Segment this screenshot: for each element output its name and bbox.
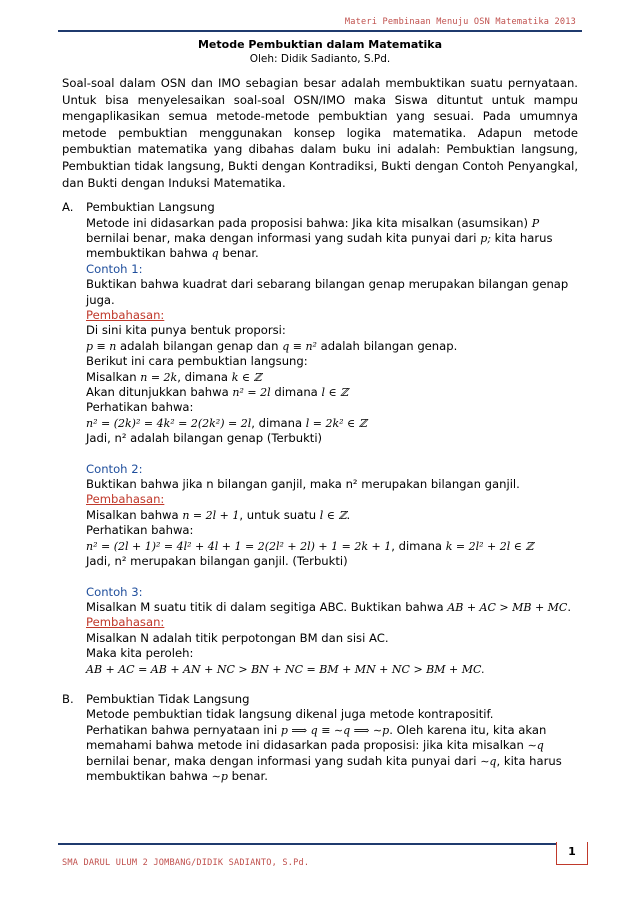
section-b-line-2: Perhatikan bahwa pernyataan ini p ⟹ q ≡ ∼q ⟹ ∼p. Oleh karena itu, kita akan: [86, 722, 547, 737]
section-b-line-5: membuktikan bahwa ∼p benar.: [86, 768, 268, 783]
example-3-line-1: Misalkan N adalah titik perpotongan BM dan sisi AC.: [86, 630, 389, 645]
section-b-body: [86, 692, 578, 784]
example-3-line-3: AB + AC = AB + AN + NC > BN + NC = BM + MN + NC > BM + MC.: [86, 662, 485, 676]
section-b-letter: B.: [62, 691, 74, 706]
example-2-line-3: n² = (2l + 1)² = 4l² + 4l + 1 = 2(2l² + 2l) + 1 = 2k + 1, dimana k = 2l² + 2l ∈ ℤ: [86, 538, 534, 553]
page-content: [62, 38, 578, 784]
section-a: [62, 200, 578, 677]
section-a-letter: A.: [62, 200, 74, 215]
example-3-problem: Misalkan M suatu titik di dalam segitiga ABC. Buktikan bahwa AB + AC > MB + MC.: [86, 599, 572, 614]
example-2-conclusion: Jadi, n² merupakan bilangan ganjil. (Terbukti): [86, 554, 348, 569]
example-2-line-2: Perhatikan bahwa:: [86, 523, 194, 538]
example-1-line-3: Berikut ini cara pembuktian langsung:: [86, 354, 308, 369]
section-a-title: Pembuktian Langsung: [86, 200, 215, 215]
section-b-title: Pembuktian Tidak Langsung: [86, 691, 250, 706]
footer-text: SMA DARUL ULUM 2 JOMBANG/DIDIK SADIANTO, S.Pd.: [62, 858, 310, 868]
spacer: [86, 447, 578, 462]
example-2-problem: Buktikan bahwa jika n bilangan ganjil, maka n² merupakan bilangan ganjil.: [86, 477, 520, 492]
document-author: Oleh: Didik Sadianto, S.Pd.: [249, 53, 391, 65]
example-3-solution-label: Pembahasan:: [86, 615, 165, 630]
section-a-desc-2: bernilai benar, maka dengan informasi yang sudah kita punyai dari p; kita harus: [86, 230, 553, 245]
example-2-line-1: Misalkan bahwa n = 2l + 1, untuk suatu l ∈ ℤ.: [86, 507, 351, 522]
example-1-line-2: p ≡ n adalah bilangan genap dan q ≡ n² adalah bilangan genap.: [86, 338, 458, 353]
example-1-problem: Buktikan bahwa kuadrat dari sebarang bilangan genap merupakan bilangan genap juga.: [86, 277, 569, 307]
example-1-solution-label: Pembahasan:: [86, 308, 165, 322]
section-b: [62, 692, 578, 784]
example-1-line-7: n² = (2k)² = 4k² = 2(2k²) = 2l, dimana l = 2k² ∈ ℤ: [86, 415, 367, 430]
intro-paragraph: Soal-soal dalam OSN dan IMO sebagian besar adalah membuktikan suatu pernyataan. Untuk bisa menyelesaikan soal-soal OSN/IMO maka Siswa dituntut untuk mampu mengaplikasikan semua metode-metode pembuktian yang sesuai. Pada umumnya metode pembuktian menggunakan konsep logika matematika. Adapun metode pembuktian matematika yang dibahas dalam buku ini adalah: Pembuktian langsung, Pembuktian tidak langsung, Bukti dengan Kontradiksi, Bukti dengan Contoh Penyangkal, dan Bukti dengan Induksi Matematika.: [62, 76, 578, 190]
section-a-desc-3: membuktikan bahwa q benar.: [86, 246, 259, 261]
document-title: Metode Pembuktian dalam Matematika: [197, 38, 443, 51]
example-1-conclusion: Jadi, n² adalah bilangan genap (Terbukti): [86, 431, 323, 446]
section-b-line-4: bernilai benar, maka dengan informasi yang sudah kita punyai dari ∼q, kita harus: [86, 753, 562, 768]
running-header: Materi Pembinaan Menuju OSN Matematika 2013: [344, 17, 576, 27]
header-rule: [58, 30, 582, 32]
example-2-solution-label: Pembahasan:: [86, 492, 165, 507]
section-b-line-1: Metode pembuktian tidak langsung dikenal juga metode kontrapositif.: [86, 707, 494, 722]
example-1-line-4: Misalkan n = 2k, dimana k ∈ ℤ: [86, 369, 262, 384]
example-1-line-1: Di sini kita punya bentuk proporsi:: [86, 323, 286, 338]
section-a-body: [86, 200, 578, 677]
section-b-line-3: memahami bahwa metode ini didasarkan pada proposisi: jika kita misalkan ∼q: [86, 738, 544, 753]
example-1-line-6: Perhatikan bahwa:: [86, 400, 194, 415]
example-1-line-5: Akan ditunjukkan bahwa n² = 2l dimana l ∈ ℤ: [86, 385, 349, 400]
example-2-label: Contoh 2:: [86, 461, 143, 476]
spacer: [62, 677, 578, 692]
section-a-desc-1: Metode ini didasarkan pada proposisi bahwa: Jika kita misalkan (asumsikan) P: [86, 215, 540, 230]
example-3-label: Contoh 3:: [86, 584, 143, 599]
footer-rule: [58, 843, 582, 845]
example-1-label: Contoh 1:: [86, 261, 143, 276]
example-3-line-2: Maka kita peroleh:: [86, 646, 194, 661]
spacer: [86, 570, 578, 585]
page-number: 1: [556, 842, 588, 865]
